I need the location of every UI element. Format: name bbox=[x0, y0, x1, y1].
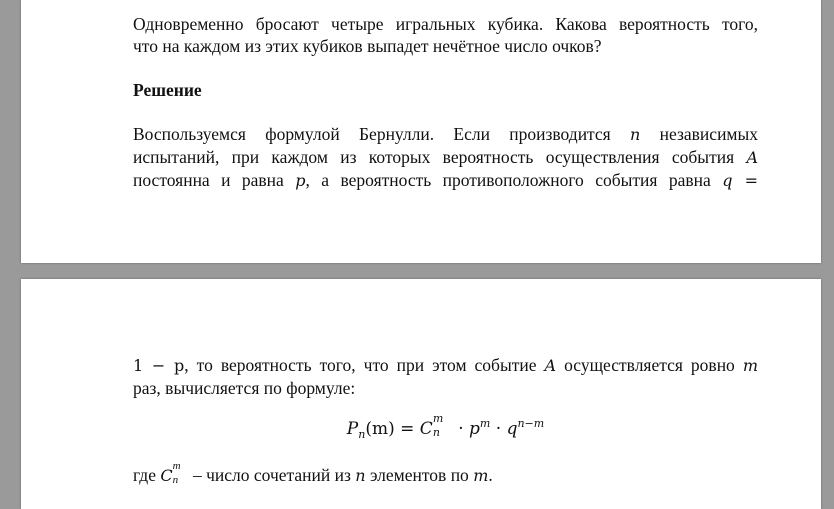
formula-C-sup: m bbox=[432, 412, 444, 425]
text-fragment: постоянна и равна bbox=[133, 170, 284, 190]
math-p: p bbox=[295, 171, 306, 190]
text-fragment: элементов по bbox=[369, 465, 469, 485]
formula-dot-2: · bbox=[495, 419, 502, 439]
math-n: n bbox=[355, 466, 366, 485]
text-fragment: Воспользуемся формулой Бернулли. Если производится bbox=[133, 124, 611, 144]
math-m: m bbox=[473, 466, 489, 485]
text-fragment: осуществляется ровно bbox=[564, 355, 735, 375]
formula-C: C bbox=[419, 419, 433, 439]
math-q-equals: q = bbox=[722, 171, 759, 190]
document-page-1 bbox=[21, 0, 821, 263]
formula-q: q bbox=[506, 419, 518, 439]
page-2-content bbox=[133, 354, 758, 504]
formula-eq: = bbox=[400, 419, 415, 439]
math-m: m bbox=[742, 356, 758, 375]
formula-p-sup: m bbox=[479, 417, 491, 430]
solution-line-1 bbox=[133, 123, 758, 146]
text-fragment: испытаний, при каждом из которых вероятность осуществления события bbox=[133, 147, 735, 167]
formula-dot-1: · bbox=[458, 419, 464, 439]
formula-q-sup: n−m bbox=[517, 417, 545, 430]
combinations-note bbox=[133, 460, 758, 487]
task-statement bbox=[133, 13, 758, 57]
formula-arg: (m) bbox=[365, 419, 395, 439]
text-fragment: где bbox=[133, 465, 156, 485]
continuation-paragraph bbox=[133, 354, 758, 399]
math-C-sub: n bbox=[172, 474, 179, 486]
math-A: A bbox=[544, 356, 557, 375]
solution-heading: Решение bbox=[133, 80, 202, 100]
document-page-2 bbox=[21, 279, 821, 509]
formula-p: p bbox=[469, 419, 480, 439]
formula-P-sub: n bbox=[358, 428, 366, 441]
math-C: C bbox=[160, 466, 173, 485]
continuation-line-1 bbox=[133, 354, 758, 377]
math-C-indices bbox=[172, 460, 189, 486]
formula-C-sub: n bbox=[432, 426, 440, 439]
task-line-1: Одновременно бросают четыре игральных кубика. Какова вероятность того, bbox=[133, 14, 758, 34]
continuation-line-2: раз, вычисляется по формуле: bbox=[133, 378, 356, 398]
text-fragment: – число сочетаний из bbox=[192, 465, 351, 485]
text-fragment: независимых bbox=[659, 124, 759, 144]
math-one-minus-p: 1 − p bbox=[133, 356, 185, 375]
math-C-sup: m bbox=[172, 460, 181, 472]
solution-paragraph bbox=[133, 123, 758, 192]
formula-C-indices bbox=[432, 412, 453, 439]
bernoulli-formula bbox=[133, 412, 758, 442]
text-fragment: , то вероятность того, что при этом событие bbox=[184, 355, 537, 375]
text-fragment: . bbox=[488, 465, 493, 485]
math-n: n bbox=[630, 125, 641, 144]
solution-line-2 bbox=[133, 146, 758, 169]
page-1-content bbox=[133, 13, 758, 192]
math-A: A bbox=[746, 148, 758, 167]
text-fragment: , а вероятность противоположного события равна bbox=[305, 170, 711, 190]
solution-line-3 bbox=[133, 169, 758, 192]
task-line-2: что на каждом из этих кубиков выпадет нечётное число очков? bbox=[133, 36, 602, 56]
formula-P: P bbox=[346, 419, 359, 439]
